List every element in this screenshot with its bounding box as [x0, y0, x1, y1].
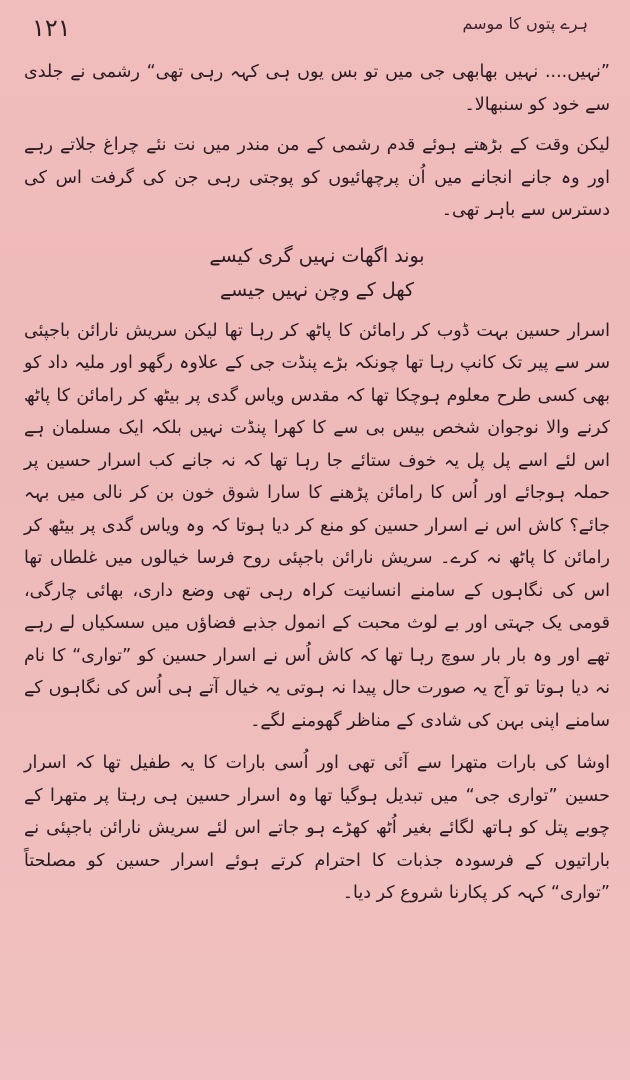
running-title: ہرے پتوں کا موسم — [462, 14, 588, 33]
paragraph-main: اسرار حسین بہت ڈوب کر رامائن کا پاٹھ کر رہا تھا لیکن سریش نارائن باجپئی سر سے پیر تک کانپ رہا تھا چونکہ بڑے پنڈت جی کے علاوہ رگھو اور ملیہ داد کو بھی کسی طرح معلوم ہوچکا تھا کہ مقدس ویاس گدی پر بیٹھ کر رامائن کا پاٹھ کرنے والا نوجوان شخص بیس بی سے کا کھرا پنڈت نہیں بلکہ ایک مسلمان ہے اس لئے اسے پل پل یہ خوف ستائے جا رہا تھا کہ نہ جانے کب اسرار حسین پر حملہ ہوجائے اور اُس کا رامائن پڑھنے کا سارا شوق خون بن کر نالی میں بہہ جائے؟ کاش اس نے اسرار حسین کو منع کر دیا ہوتا کہ وہ ویاس گدی پر بیٹھ کر رامائن کا پاٹھ نہ کرے۔ سریش نارائن باجپئی روح فرسا خیالوں میں غلطاں تھا اس کی نگاہوں کے سامنے انسانیت کراہ رہی تھی وضع داری، بھائی چارگی، قومی یک جہتی اور بے لوث محبت کے انمول جذبے فضاؤں میں سسکیاں لے رہے تھے اور وہ بار بار سوچ رہا تھا کہ کاش اُس نے اسرار حسین کو ”تواری“ کا نام نہ دیا ہوتا تو آج یہ صورت حال پیدا نہ ہوتی یہ خیال آتے ہی اُس کی نگاہوں کے سامنے اپنی بہن کی شادی کے مناظر گھومنے لگے۔ — [24, 320, 610, 731]
verse-line-1: بوند اگھات نہیں گری کیسے — [209, 244, 425, 267]
paragraph-closing: اوشا کی بارات متھرا سے آئی تھی اور اُسی بارات کا یہ طفیل تھا کہ اسرار حسین ”تواری جی“ میں تبدیل ہوگیا تھا وہ اسرار حسین ہی رہتا پر متھرا کے چوبے پتل کو ہاتھ لگائے بغیر اُٹھ کھڑے ہو جاتے اس لئے سریش نارائن باجپئی نے باراتیوں کے فرسودہ جذبات کا احترام کرتے ہوئے اسرار حسین کو مصلحتاً ”تواری“ کہہ کر پکارنا شروع کر دیا۔ — [24, 753, 610, 903]
paragraph-narrative: لیکن وقت کے بڑھتے ہوئے قدم رشمی کے من مندر میں نت نئے چراغ جلاتے رہے اور وہ جانے انجانے میں اُن پرچھائیوں کو پوجتی رہی جن کی گرفت اس کی دسترس سے باہر تھی۔ — [24, 135, 610, 220]
page-number: ۱۲۱ — [32, 14, 71, 42]
page-body — [24, 56, 610, 910]
page-header — [18, 8, 612, 48]
paragraph-dialogue: ”نہیں.... نہیں بھابھی جی میں تو بس یوں ہی کہہ رہی تھی“ رشمی نے جلدی سے خود کو سنبھالا۔ — [24, 62, 610, 115]
verse-line-2: کھل کے وچن نہیں جیسے — [219, 278, 415, 301]
verse-couplet — [24, 239, 610, 307]
